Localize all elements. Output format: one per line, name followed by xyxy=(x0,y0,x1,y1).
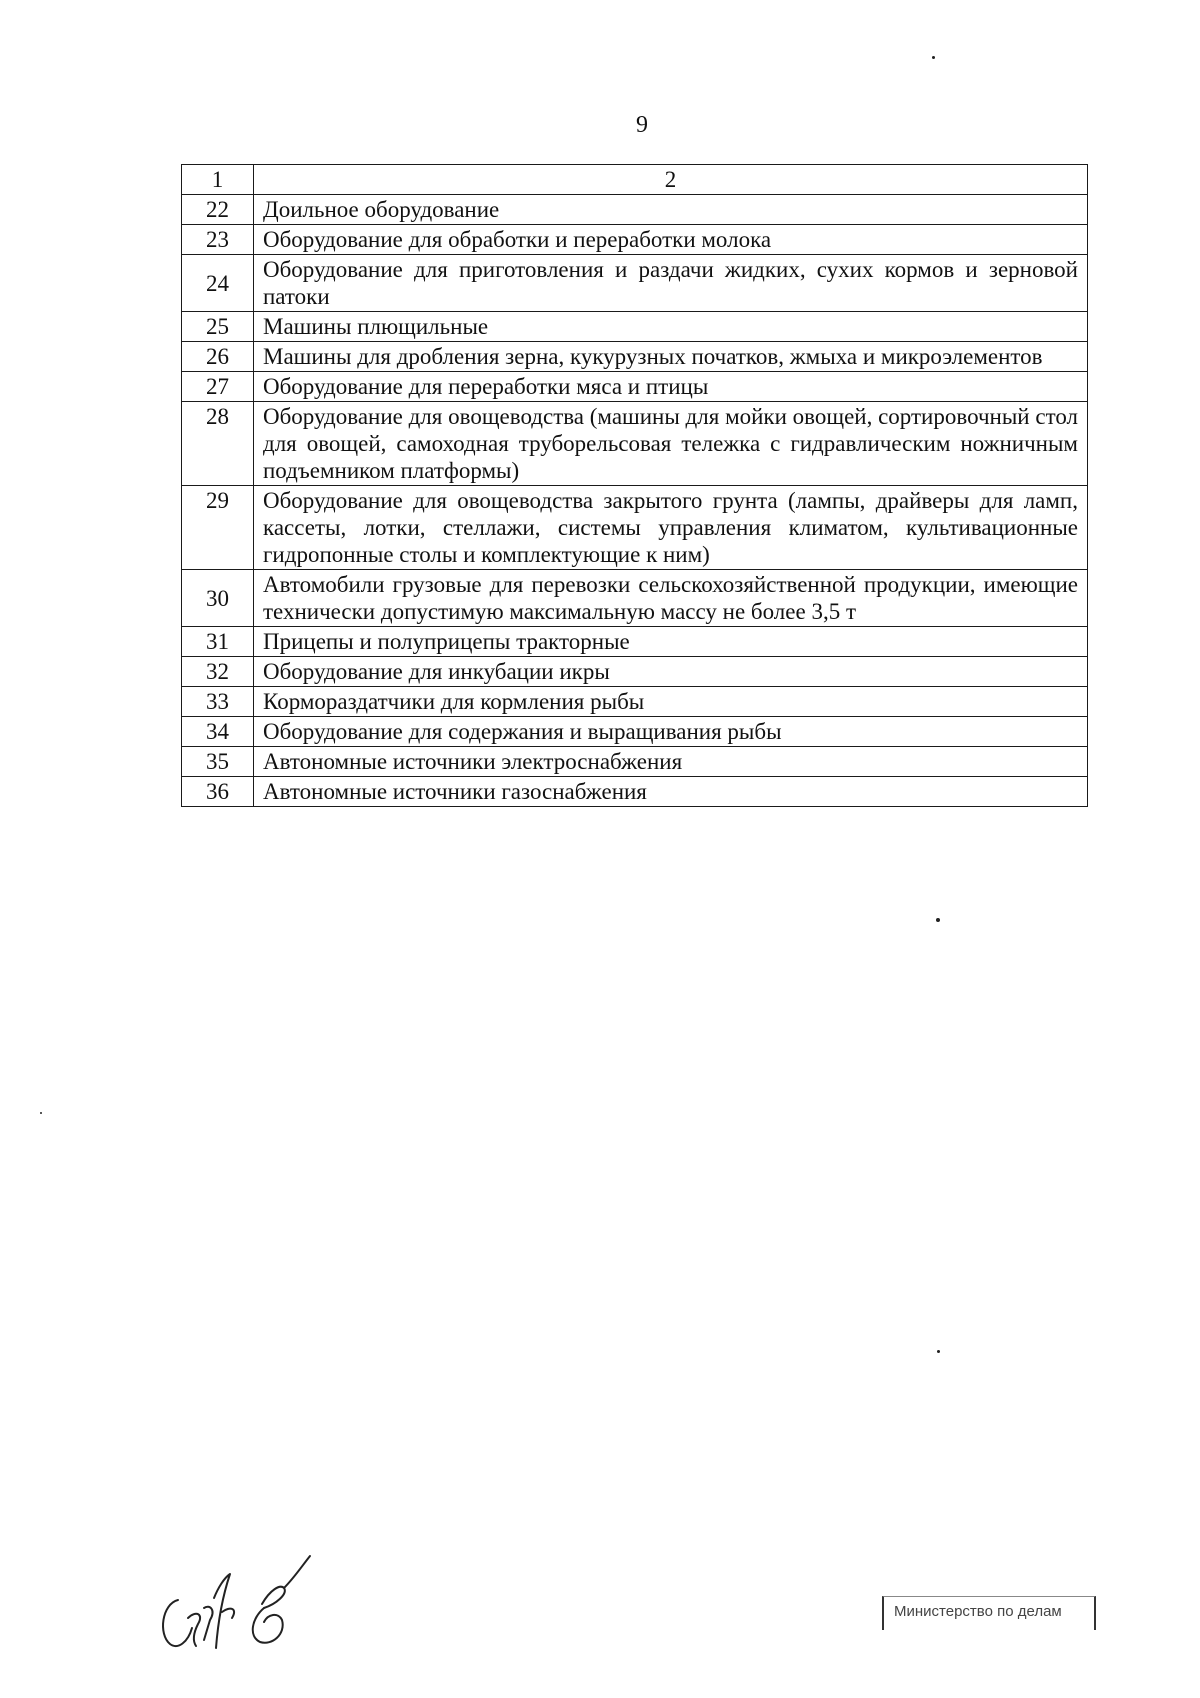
table-row xyxy=(182,687,1088,717)
column-header-description: 2 xyxy=(254,165,1088,195)
row-number: 33 xyxy=(182,687,254,717)
row-text: Автомобили грузовые для перевозки сельскохозяйственной продукции, имеющие технически допустимую максимальную массу не более 3,5 т xyxy=(254,570,1088,627)
row-number: 26 xyxy=(182,342,254,372)
row-text: Оборудование для инкубации икры xyxy=(254,657,1088,687)
table-row xyxy=(182,747,1088,777)
row-number: 24 xyxy=(182,255,254,312)
row-text: Оборудование для переработки мяса и птицы xyxy=(254,372,1088,402)
row-text: Прицепы и полуприцепы тракторные xyxy=(254,627,1088,657)
table-row xyxy=(182,486,1088,570)
table-row xyxy=(182,342,1088,372)
row-number: 32 xyxy=(182,657,254,687)
page-number: 9 xyxy=(636,112,648,138)
row-text: Оборудование для овощеводства (машины для мойки овощей, сортировочный стол для овощей, самоходная трубoрельсовая тележка с гидравлическим ножничным подъемником платформы) xyxy=(254,402,1088,486)
row-text: Оборудование для приготовления и раздачи жидких, сухих кормов и зерновой патоки xyxy=(254,255,1088,312)
table-row xyxy=(182,225,1088,255)
scan-speck xyxy=(932,56,935,59)
signature-icon xyxy=(152,1548,330,1658)
table-row xyxy=(182,195,1088,225)
table-row xyxy=(182,255,1088,312)
stamp-text: Министерство по делам xyxy=(894,1603,1062,1620)
ministry-stamp xyxy=(882,1596,1096,1630)
row-number: 30 xyxy=(182,570,254,627)
table-row xyxy=(182,777,1088,807)
table-row xyxy=(182,627,1088,657)
row-number: 28 xyxy=(182,402,254,486)
row-text: Автономные источники электроснабжения xyxy=(254,747,1088,777)
row-text: Автономные источники газоснабжения xyxy=(254,777,1088,807)
row-number: 22 xyxy=(182,195,254,225)
table-header-row xyxy=(182,165,1088,195)
row-number: 29 xyxy=(182,486,254,570)
row-number: 25 xyxy=(182,312,254,342)
scan-speck xyxy=(40,1112,42,1114)
row-text: Доильное оборудование xyxy=(254,195,1088,225)
row-number: 35 xyxy=(182,747,254,777)
row-text: Машины для дробления зерна, кукурузных початков, жмыха и микроэлементов xyxy=(254,342,1088,372)
equipment-table xyxy=(181,164,1088,807)
table-row xyxy=(182,657,1088,687)
row-number: 23 xyxy=(182,225,254,255)
row-number: 27 xyxy=(182,372,254,402)
row-text: Оборудование для обработки и переработки молока xyxy=(254,225,1088,255)
table-row xyxy=(182,402,1088,486)
row-text: Оборудование для овощеводства закрытого грунта (лампы, драйверы для ламп, кассеты, лотки, стеллажи, системы управления климатом, культивационные гидропонные столы и комплектующие к ним) xyxy=(254,486,1088,570)
row-number: 34 xyxy=(182,717,254,747)
row-number: 36 xyxy=(182,777,254,807)
row-text: Машины плющильные xyxy=(254,312,1088,342)
table-row xyxy=(182,312,1088,342)
row-text: Кормораздатчики для кормления рыбы xyxy=(254,687,1088,717)
table-row xyxy=(182,570,1088,627)
table-row xyxy=(182,372,1088,402)
column-header-number: 1 xyxy=(182,165,254,195)
row-number: 31 xyxy=(182,627,254,657)
scan-speck xyxy=(937,1350,940,1353)
row-text: Оборудование для содержания и выращивания рыбы xyxy=(254,717,1088,747)
scan-speck xyxy=(936,918,940,922)
table-row xyxy=(182,717,1088,747)
